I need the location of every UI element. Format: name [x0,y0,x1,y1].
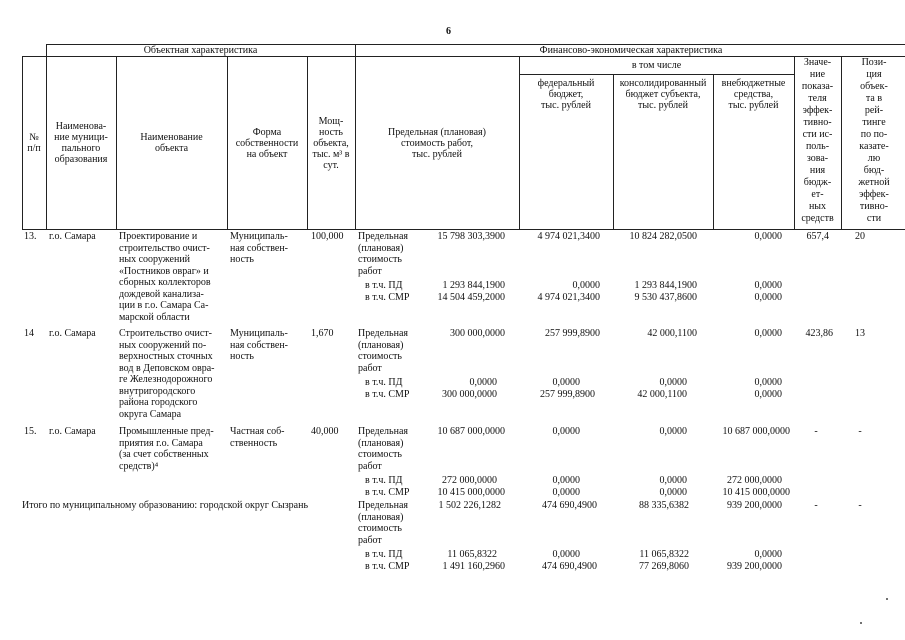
row-smr-federal: 0,0000 [552,487,580,498]
col-num-header: № п/п [27,132,41,154]
row-ownership: Муниципаль- ная собствен- ность [230,231,289,265]
total-smr-extrabudget: 939 200,0000 [727,561,782,572]
row-pd-extrabudget: 0,0000 [754,377,782,388]
row-smr-consolidated: 42 000,1100 [637,389,687,400]
row-municipality: г.о. Самара [49,231,96,242]
row-object-name: Промышленные пред- приятия г.о. Самара (за счет собственных средств)⁴ [119,426,214,472]
row-consolidated-value: 0,0000 [659,426,687,437]
row-extrabudget-value: 0,0000 [754,328,782,339]
row-num: 13. [24,231,37,242]
row-smr-consolidated: 9 530 437,8600 [634,292,697,303]
row-pd-consolidated: 0,0000 [659,475,687,486]
row-indicator-value: 657,4 [806,231,829,242]
col-federal-header: федеральный бюджет, тыс. рублей [537,78,595,111]
total-smr-federal: 474 690,4900 [542,561,597,572]
row-smr-label: в т.ч. СМР [365,487,410,498]
col-municipality-header: Наименова- ние муници- пального образования [54,121,108,165]
col-ownership-header: Форма собственности на объект [235,126,299,160]
row-pd-federal: 0,0000 [572,280,600,291]
row-position-value: 13 [855,328,865,339]
total-smr-label: в т.ч. СМР [365,561,410,572]
row-smr-cost: 300 000,0000 [442,389,497,400]
row-capacity: 40,000 [311,426,339,437]
total-smr-consolidated: 77 269,8060 [639,561,689,572]
row-pd-extrabudget: 0,0000 [754,280,782,291]
group-finance-label: Финансово-экономическая характеристика [539,44,723,56]
total-pd-extrabudget: 0,0000 [754,549,782,560]
row-num: 14 [24,328,34,339]
row-indicator-value: - [814,426,818,437]
total-pd-federal: 0,0000 [552,549,580,560]
row-smr-extrabudget: 0,0000 [754,389,782,400]
subgroup-including-label: в том числе [631,60,682,71]
row-extrabudget-value: 10 687 000,0000 [722,426,790,437]
row-position-value: 20 [855,231,865,242]
total-label: Итого по муниципальному образованию: городской округ Сызрань [22,500,309,511]
total-position-value: - [858,500,862,511]
row-cost-value: 300 000,0000 [450,328,505,339]
row-indicator-value: 423,86 [805,328,833,339]
row-cost-label: Предельная (плановая) стоимость работ [358,231,408,277]
row-smr-cost: 14 504 459,2000 [437,292,505,303]
row-smr-cost: 10 415 000,0000 [437,487,505,498]
total-pd-cost: 11 065,8322 [447,549,497,560]
total-smr-cost: 1 491 160,2960 [442,561,505,572]
col-name-header: Наименование объекта [140,132,203,154]
page-number: 6 [446,26,451,37]
row-consolidated-value: 42 000,1100 [647,328,697,339]
row-capacity: 1,670 [311,328,334,339]
col-extrabudget-header: внебюджетные средства, тыс. рублей [721,78,786,111]
row-smr-extrabudget: 10 415 000,0000 [722,487,790,498]
row-smr-extrabudget: 0,0000 [754,292,782,303]
row-smr-consolidated: 0,0000 [659,487,687,498]
total-consolidated-value: 88 335,6382 [639,500,689,511]
row-ownership: Муниципаль- ная собствен- ность [230,328,289,362]
row-num: 15. [24,426,37,437]
total-pd-consolidated: 11 065,8322 [639,549,689,560]
row-consolidated-value: 10 824 282,0500 [629,231,697,242]
row-pd-extrabudget: 272 000,0000 [727,475,782,486]
row-smr-label: в т.ч. СМР [365,292,410,303]
row-object-name: Проектирование и строительство очист- ных сооружений «Постников овраг» и сборных коллекторов дождевой канализа- ции в г.о. Самара Са- марской области [119,231,211,323]
row-municipality: г.о. Самара [49,426,96,437]
row-pd-consolidated: 0,0000 [659,377,687,388]
row-municipality: г.о. Самара [49,328,96,339]
row-pd-federal: 0,0000 [552,475,580,486]
row-position-value: - [858,426,862,437]
row-smr-federal: 4 974 021,3400 [537,292,600,303]
row-pd-consolidated: 1 293 844,1900 [634,280,697,291]
row-pd-cost: 0,0000 [469,377,497,388]
row-federal-value: 4 974 021,3400 [537,231,600,242]
total-cost-value: 1 502 226,1282 [438,500,501,511]
scan-speck [886,598,888,600]
row-federal-value: 257 999,8900 [545,328,600,339]
row-cost-label: Предельная (плановая) стоимость работ [358,328,408,374]
col-capacity-header: Мощ- ность объекта, тыс. м³ в сут. [312,115,350,171]
row-smr-federal: 257 999,8900 [540,389,595,400]
row-smr-label: в т.ч. СМР [365,389,410,400]
col-cost-header: Предельная (плановая) стоимость работ, тыс. рублей [388,126,486,160]
row-pd-label: в т.ч. ПД [365,280,403,291]
scan-speck [860,622,862,624]
row-extrabudget-value: 0,0000 [754,231,782,242]
total-indicator-value: - [814,500,818,511]
total-cost-label: Предельная (плановая) стоимость работ [358,500,408,546]
total-pd-label: в т.ч. ПД [365,549,403,560]
row-pd-federal: 0,0000 [552,377,580,388]
row-cost-value: 10 687 000,0000 [437,426,505,437]
row-pd-cost: 272 000,0000 [442,475,497,486]
group-object-label: Объектная характеристика [143,44,258,56]
total-federal-value: 474 690,4900 [542,500,597,511]
row-pd-cost: 1 293 844,1900 [442,280,505,291]
col-position-header: Пози- ция объек- та в рей- тинге по по- казате- лю бюд- жетной эффек- тивно- сти [858,57,890,224]
row-ownership: Частная соб- ственность [230,426,285,449]
total-extrabudget-value: 939 200,0000 [727,500,782,511]
row-object-name: Строительство очист- ных сооружений по- верхностных сточных вод в Деповском овра- ге Железнодорожного внутригородского района городского округа Самара [119,328,215,420]
col-indicator-header: Значе- ние показа- теля эффек- тивно- сти ис- поль- зова- ния бюдж- ет- ных средств [801,57,834,224]
col-consolidated-header: консолидированный бюджет субъекта, тыс. рублей [619,78,707,111]
row-capacity: 100,000 [311,231,344,242]
row-federal-value: 0,0000 [552,426,580,437]
row-cost-value: 15 798 303,3900 [437,231,505,242]
row-cost-label: Предельная (плановая) стоимость работ [358,426,408,472]
row-pd-label: в т.ч. ПД [365,475,403,486]
row-pd-label: в т.ч. ПД [365,377,403,388]
